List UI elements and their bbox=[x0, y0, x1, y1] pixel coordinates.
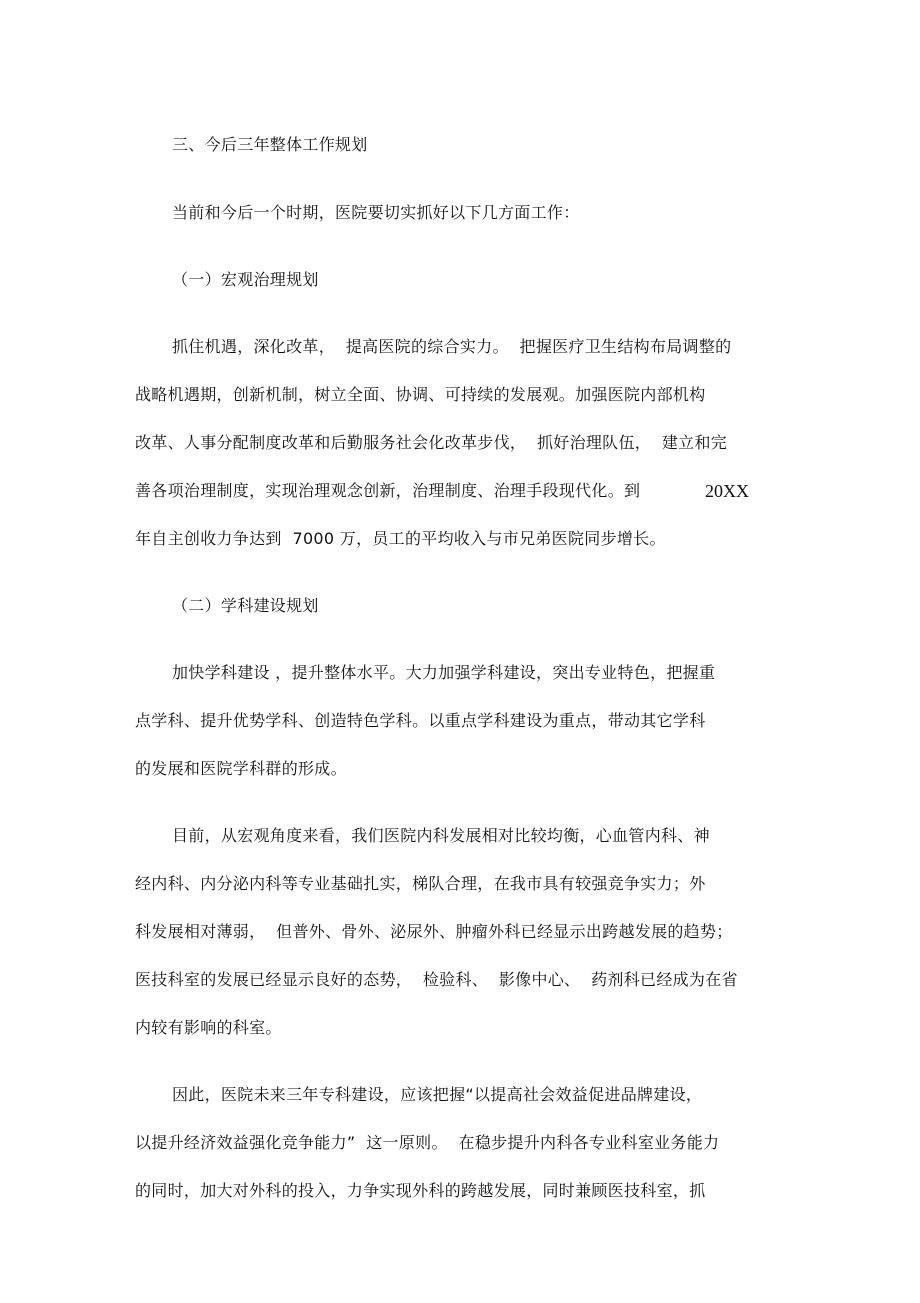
paragraph-line: 经内科、内分泌内科等专业基础扎实，梯队合理，在我市具有较强竞争实力；外 bbox=[135, 874, 706, 893]
paragraph-line: 改革、人事分配制度改革和后勤服务社会化改革步伐， 抓好治理队伍， 建立和完 bbox=[135, 433, 728, 452]
section-heading: 三、今后三年整体工作规划 bbox=[172, 135, 368, 154]
paragraph-line: 点学科、提升优势学科、创造特色学科。以重点学科建设为重点，带动其它学科 bbox=[135, 711, 706, 730]
paragraph-line: 加快学科建设 ，提升整体水平。大力加强学科建设，突出专业特色，把握重 bbox=[172, 663, 716, 682]
subsection-heading-discipline: （二）学科建设规划 bbox=[172, 596, 319, 615]
paragraph-line: 医技科室的发展已经显示良好的态势， 检验科、 影像中心、 药剂科已经成为在省 bbox=[135, 970, 738, 989]
paragraph-line: 善各项治理制度，实现治理观念创新，治理制度、治理手段现代化。到 bbox=[135, 481, 641, 500]
paragraph-line: 目前，从宏观角度来看，我们医院内科发展相对比较均衡，心血管内科、神 bbox=[172, 826, 710, 845]
paragraph-line: 的同时，加大对外科的投入，力争实现外科的跨越发展，同时兼顾医技科室，抓 bbox=[135, 1181, 706, 1200]
paragraph-line: 抓住机遇，深化改革， 提高医院的综合实力。 把握医疗卫生结构布局调整的 bbox=[172, 337, 732, 356]
target-year: 20XX bbox=[705, 481, 749, 501]
paragraph-line: 因此，医院未来三年专科建设，应该把握“以提高社会效益促进品牌建设， bbox=[172, 1085, 703, 1104]
paragraph-line: 以提升经济效益强化竞争能力” 这一原则。 在稳步提升内科各专业科室业务能力 bbox=[135, 1133, 720, 1152]
paragraph-line: 科发展相对薄弱， 但普外、骨外、泌尿外、肿瘤外科已经显示出跨越发展的趋势； bbox=[135, 922, 733, 941]
paragraph-line: 内较有影响的科室。 bbox=[135, 1018, 282, 1037]
paragraph-line: 战略机遇期，创新机制，树立全面、协调、可持续的发展观。加强医院内部机构 bbox=[135, 385, 706, 404]
paragraph-line: 的发展和医院学科群的形成。 bbox=[135, 759, 347, 778]
intro-paragraph: 当前和今后一个时期，医院要切实抓好以下几方面工作： bbox=[172, 203, 580, 222]
paragraph-line: 年自主创收力争达到 7000 万，员工的平均收入与市兄弟医院同步增长。 bbox=[135, 529, 666, 548]
subsection-heading-management: （一）宏观治理规划 bbox=[172, 270, 319, 289]
